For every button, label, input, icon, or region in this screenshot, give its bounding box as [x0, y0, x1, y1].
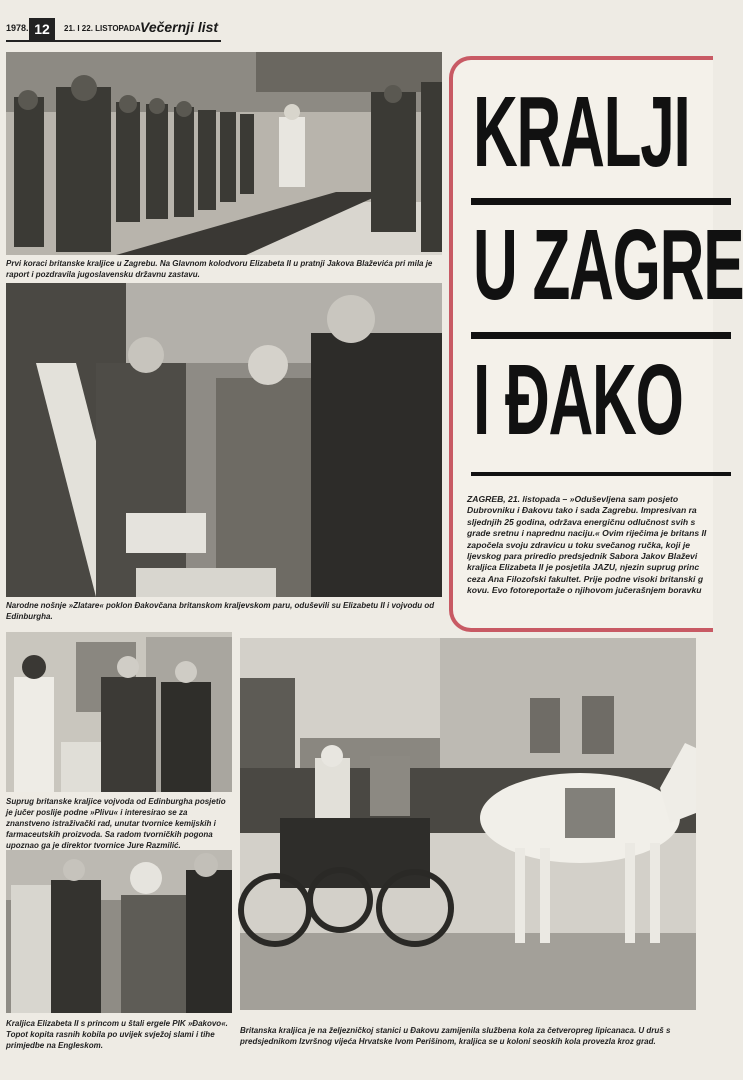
year: 1978.	[6, 23, 29, 33]
page-number: 12	[29, 18, 55, 40]
stud-caption: Kraljica Elizabeta II s princom u štali ergele PIK »Đakovo«. Topot kopita rasnih kobila po uvijek svježoj slami i tihe primjedbe na Engleskom.	[6, 1019, 228, 1050]
lead-paragraph: ZAGREB, 21. listopada – »Oduševljena sam posjeto Dubrovniku i Đakovu tako i sada Zagrebu. Impresivan ra sljednjih 25 godina, održava energičnu odlučnost svih s grade sretnu i naprednu naciju.« Ovim riječima je britans II započela svoju zdravicu u toku svečanog ručka, koji je ljevskog para priredio predsjednik Sabora Jakov Blaževi kraljica Elizabeta II je posjetila JAZU, njezin suprug princ ceza Ana Filozofski fakultet. Prije podne visoki britanski g kovu. Evo fotoreportaže o njihovom jučerašnjem boravku	[467, 494, 707, 596]
station-photo	[6, 52, 442, 255]
carriage-photo	[240, 638, 696, 1010]
newspaper-name: Večernji list	[140, 19, 219, 35]
issue-date: 21. I 22. LISTOPADA	[64, 24, 141, 33]
headline-line-1: KRALJI	[473, 76, 690, 188]
headline-rule-3	[471, 472, 731, 476]
pliva-caption: Suprug britanske kraljice vojvoda od Edinburgha posjetio je jučer poslije podne »Plivu« i interesirao se za znanstveno istraživački rad, unutar tvornice kemijskih i farmaceutskih proizvoda. Sa radom tvorničkih pogona upoznao ga je direktor tvornice Jure Razmilić.	[6, 797, 226, 850]
station-caption: Prvi koraci britanske kraljice u Zagrebu. Na Glavnom kolodvoru Elizabeta II u pratnji Jakova Blaževića pri mila je raport i pozdravila jugoslavensku državnu zastavu.	[6, 259, 433, 279]
stud-photo	[6, 850, 232, 1013]
costume-caption: Narodne nošnje »Zlatare« poklon Đakovčana britanskom kraljevskom paru, oduševili su Elizabetu II i vojvodu od Edinburgha.	[6, 601, 435, 621]
headline-line-3: I ĐAKO	[473, 344, 683, 456]
page-header	[6, 18, 221, 42]
carriage-caption: Britanska kraljica je na željezničkoj stanici u Đakovu zamijenila službena kola za četveropreg lipicanaca. U druš s predsjednikom Izvršnog vijeća Hrvatske Ivom Perišinom, kraljica se u koloni seoskih kola provezla kroz grad.	[240, 1026, 671, 1046]
costume-photo	[6, 283, 442, 597]
headline-rule-1	[471, 198, 731, 205]
headline-line-2: U ZAGRE	[473, 209, 743, 321]
headline-rule-2	[471, 332, 731, 339]
headline-box	[449, 56, 743, 632]
pliva-photo	[6, 632, 232, 792]
